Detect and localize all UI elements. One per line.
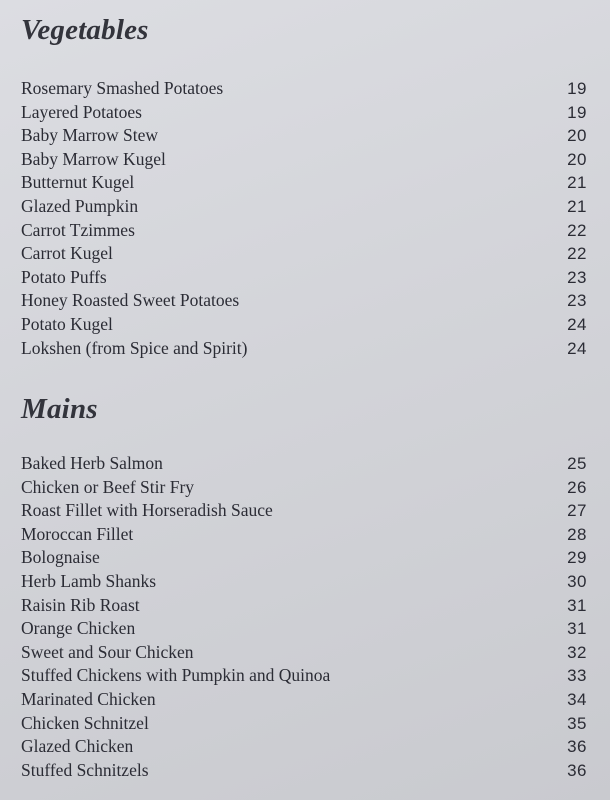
- page-number: 19: [567, 102, 587, 122]
- page-number: 36: [567, 737, 587, 757]
- page-number: 22: [567, 244, 587, 264]
- page-number: 28: [567, 524, 587, 544]
- toc-entry: [21, 337, 587, 361]
- recipe-title: Carrot Tzimmes: [21, 219, 135, 240]
- page-number: 21: [567, 173, 587, 193]
- recipe-title: Sweet and Sour Chicken: [21, 641, 194, 662]
- toc-entry: [21, 523, 587, 547]
- page-number: 25: [567, 454, 587, 473]
- recipe-title: Potato Kugel: [21, 313, 113, 334]
- toc-entry: [21, 712, 587, 736]
- toc-entry: [21, 664, 587, 688]
- recipe-title: Roast Fillet with Horseradish Sauce: [21, 500, 273, 521]
- toc-entry: [21, 688, 587, 712]
- page-number: 26: [567, 477, 587, 497]
- recipe-title: Layered Potatoes: [21, 101, 142, 122]
- page-number: 31: [567, 619, 587, 639]
- page-number: 19: [567, 79, 587, 98]
- toc-entry: [21, 617, 587, 641]
- toc-entry: [21, 313, 587, 337]
- recipe-title: Bolognaise: [21, 547, 100, 568]
- toc-entry: [21, 476, 587, 500]
- recipe-title: Glazed Pumpkin: [21, 195, 139, 216]
- toc-entry: [21, 570, 587, 594]
- recipe-title: Raisin Rib Roast: [21, 594, 140, 615]
- recipe-title: Chicken or Beef Stir Fry: [21, 476, 195, 497]
- recipe-title: Moroccan Fillet: [21, 523, 134, 544]
- page-number: 34: [567, 689, 587, 709]
- recipe-title: Potato Puffs: [21, 266, 107, 287]
- page-number: 29: [567, 548, 587, 568]
- recipe-title: Baby Marrow Stew: [21, 125, 159, 146]
- toc-entry: [21, 452, 587, 476]
- recipe-title: Baked Herb Salmon: [21, 453, 163, 473]
- toc-entry: [21, 77, 587, 101]
- recipe-title: Orange Chicken: [21, 618, 136, 639]
- recipe-title: Butternut Kugel: [21, 172, 135, 193]
- toc-entry: [21, 195, 587, 219]
- page-number: 23: [567, 267, 587, 287]
- toc-entry: [21, 594, 587, 618]
- toc-entry: [21, 219, 587, 243]
- toc-entry: [21, 124, 587, 148]
- page-number: 23: [567, 291, 587, 311]
- section-heading-mains: Mains: [21, 393, 98, 425]
- recipe-title: Stuffed Chickens with Pumpkin and Quinoa: [21, 665, 331, 686]
- page-number: 21: [567, 196, 587, 216]
- page-number: 27: [567, 501, 587, 521]
- toc-entry: [21, 289, 587, 313]
- toc-entry: [21, 148, 587, 172]
- page-number: 33: [567, 666, 587, 686]
- toc-list-vegetables: [21, 77, 587, 360]
- toc-entry: [21, 759, 587, 783]
- page-number: 30: [567, 571, 587, 591]
- recipe-title: Marinated Chicken: [21, 688, 156, 709]
- toc-entry: [21, 242, 587, 266]
- recipe-title: Stuffed Schnitzels: [21, 759, 149, 780]
- recipe-title: Chicken Schnitzel: [21, 712, 149, 733]
- toc-entry: [21, 171, 587, 195]
- section-heading-vegetables: Vegetables: [21, 14, 149, 46]
- page-number: 20: [567, 149, 587, 169]
- recipe-title: Glazed Chicken: [21, 736, 134, 757]
- recipe-title: Honey Roasted Sweet Potatoes: [21, 290, 240, 311]
- page-number: 32: [567, 642, 587, 662]
- toc-entry: [21, 101, 587, 125]
- recipe-title: Baby Marrow Kugel: [21, 148, 166, 169]
- toc-entry: [21, 546, 587, 570]
- toc-entry: [21, 266, 587, 290]
- page-number: 24: [567, 314, 587, 334]
- toc-entry: [21, 499, 587, 523]
- page-number: 20: [567, 126, 587, 146]
- page-number: 35: [567, 713, 587, 733]
- recipe-title: Rosemary Smashed Potatoes: [21, 78, 224, 98]
- page-number: 36: [567, 760, 587, 780]
- recipe-title: Herb Lamb Shanks: [21, 570, 157, 591]
- page-number: 22: [567, 220, 587, 240]
- page-number: 24: [567, 338, 587, 358]
- toc-entry: [21, 641, 587, 665]
- toc-entry: [21, 735, 587, 759]
- toc-list-mains: [21, 452, 587, 782]
- recipe-title: Carrot Kugel: [21, 243, 113, 264]
- page-number: 31: [567, 595, 587, 615]
- recipe-title: Lokshen (from Spice and Spirit): [21, 337, 248, 358]
